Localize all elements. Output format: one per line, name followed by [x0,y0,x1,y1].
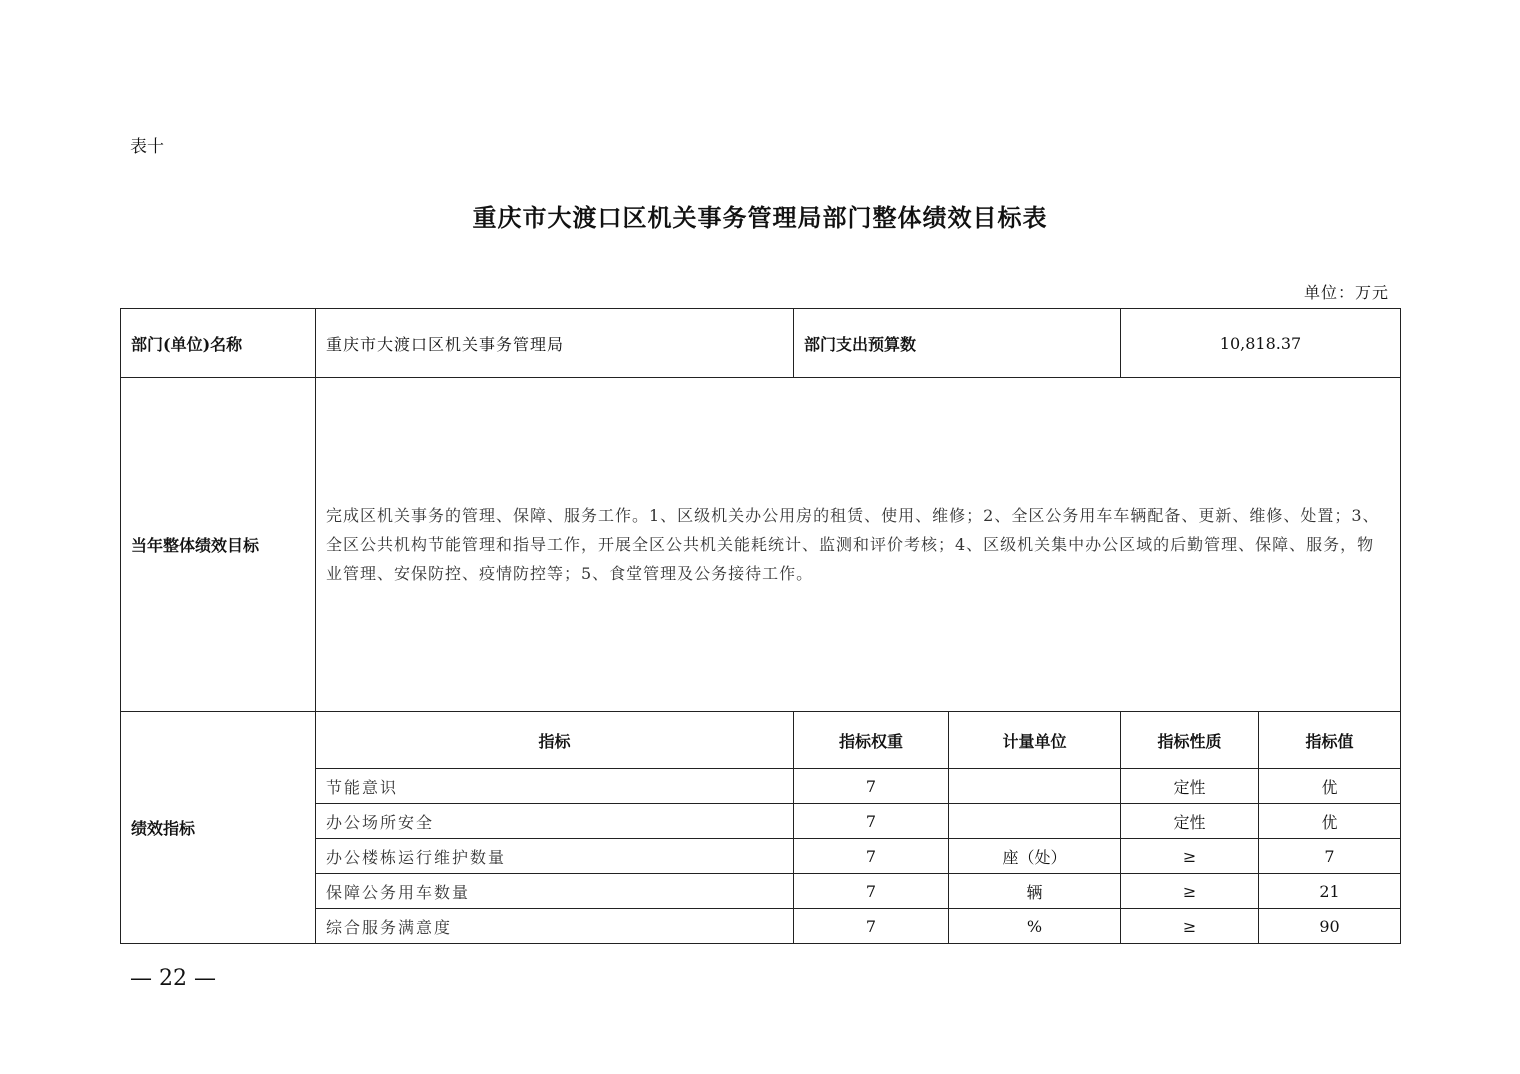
indicator-weight: 7 [794,839,949,874]
indicator-value: 优 [1259,769,1401,804]
goal-row [121,378,1401,712]
indicator-nature: ≥ [1121,874,1259,909]
budget-value: 10,818.37 [1121,309,1401,378]
indicator-name: 办公场所安全 [316,804,794,839]
header-unit: 计量单位 [949,712,1121,769]
indicator-name: 节能意识 [316,769,794,804]
budget-label: 部门支出预算数 [794,309,1121,378]
indicator-unit [949,804,1121,839]
indicator-weight: 7 [794,909,949,944]
performance-table [120,308,1401,944]
indicator-value: 优 [1259,804,1401,839]
dept-name-label: 部门(单位)名称 [121,309,316,378]
indicator-weight: 7 [794,874,949,909]
indicator-name: 综合服务满意度 [316,909,794,944]
header-indicator: 指标 [316,712,794,769]
indicator-value: 21 [1259,874,1401,909]
indicator-header-row [121,712,1401,769]
page-number: — 22 — [130,966,216,991]
header-nature: 指标性质 [1121,712,1259,769]
indicator-unit: 座（处） [949,839,1121,874]
indicator-weight: 7 [794,804,949,839]
dept-row [121,309,1401,378]
indicator-nature: ≥ [1121,909,1259,944]
table-label: 表十 [130,137,164,157]
dept-name-value: 重庆市大渡口区机关事务管理局 [316,309,794,378]
indicator-name: 办公楼栋运行维护数量 [316,839,794,874]
indicators-label: 绩效指标 [121,712,316,944]
document-title: 重庆市大渡口区机关事务管理局部门整体绩效目标表 [472,203,1048,232]
indicator-nature: 定性 [1121,804,1259,839]
indicator-name: 保障公务用车数量 [316,874,794,909]
goal-label: 当年整体绩效目标 [121,378,316,712]
indicator-weight: 7 [794,769,949,804]
header-value: 指标值 [1259,712,1401,769]
header-weight: 指标权重 [794,712,949,769]
indicator-value: 7 [1259,839,1401,874]
unit-note: 单位：万元 [1303,283,1389,302]
indicator-value: 90 [1259,909,1401,944]
indicator-unit: 辆 [949,874,1121,909]
indicator-unit: % [949,909,1121,944]
indicator-unit [949,769,1121,804]
goal-text: 完成区机关事务的管理、保障、服务工作。1、区级机关办公用房的租赁、使用、维修；2、全区公务用车车辆配备、更新、维修、处置；3、全区公共机构节能管理和指导工作，开展全区公共机关能耗统计、监测和评价考核；4、区级机关集中办公区域的后勤管理、保障、服务，物业管理、安保防控、疫情防控等；5、食堂管理及公务接待工作。 [316,378,1401,712]
indicator-nature: 定性 [1121,769,1259,804]
indicator-nature: ≥ [1121,839,1259,874]
